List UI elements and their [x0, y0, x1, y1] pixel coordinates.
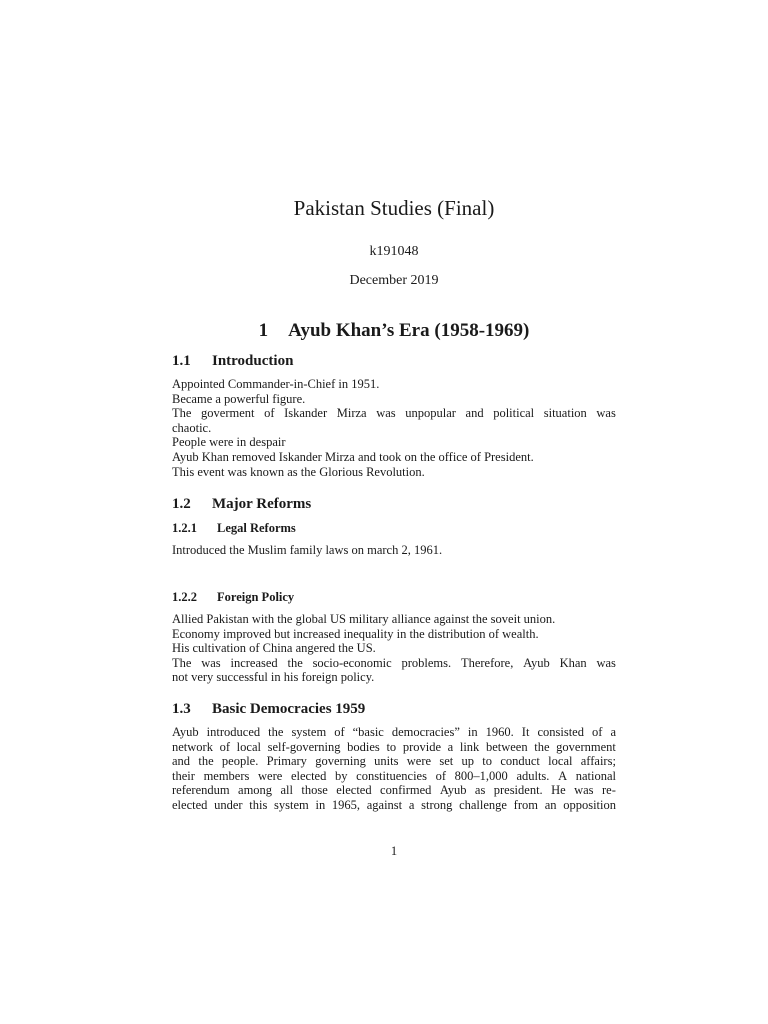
- subsection-number: 1.3: [172, 701, 191, 717]
- subsection-title: Introduction: [212, 353, 294, 369]
- subsection-heading-major-reforms: [172, 494, 311, 514]
- basic-democracies-paragraph: [172, 725, 616, 813]
- subsection-number: 1.2: [172, 496, 191, 512]
- document-title: Pakistan Studies (Final): [293, 196, 495, 220]
- section-heading: [172, 319, 616, 343]
- subsection-number: 1.1: [172, 353, 191, 369]
- text-line: not very successful in his foreign policy.: [172, 670, 375, 685]
- text-line: Introduced the Muslim family laws on march 2, 1961.: [172, 543, 443, 557]
- text-line: and the people. Primary governing units were set up to conduct local affairs;: [172, 754, 616, 769]
- document-author: k191048: [369, 244, 419, 259]
- text-line: This event was known as the Glorious Revolution.: [172, 464, 425, 479]
- text-line: their members were elected by constituencies of 800–1,000 adults. A national: [172, 768, 616, 783]
- text-line: His cultivation of China angered the US.: [172, 641, 376, 656]
- subsubsection-heading-legal-reforms: [172, 520, 296, 536]
- section-number: 1: [258, 320, 269, 341]
- text-line: network of local self-governing bodies to provide a link between the government: [172, 739, 616, 754]
- text-line: elected under this system in 1965, against a strong challenge from an opposition: [172, 797, 616, 812]
- subsubsection-number: 1.2.2: [172, 590, 197, 604]
- subsection-heading-basic-democracies: [172, 699, 365, 719]
- foreign-policy-paragraph: [172, 612, 616, 685]
- document-date: December 2019: [349, 273, 439, 288]
- page-number: 1: [390, 844, 398, 858]
- text-line: People were in despair: [172, 435, 286, 450]
- subsection-heading-introduction: [172, 351, 293, 371]
- text-line: Ayub introduced the system of “basic democracies” in 1960. It consisted of a: [172, 725, 616, 739]
- text-line: Ayub Khan removed Iskander Mirza and took on the office of President.: [172, 449, 534, 464]
- subsection-title: Major Reforms: [212, 496, 312, 512]
- text-line: Allied Pakistan with the global US military alliance against the soveit union.: [172, 612, 556, 626]
- text-line: referendum among all those elected confirmed Ayub as president. He was re-: [172, 783, 616, 798]
- text-line: Appointed Commander-in-Chief in 1951.: [172, 377, 380, 391]
- text-line: Economy improved but increased inequality in the distribution of wealth.: [172, 626, 539, 641]
- subsection-title: Basic Democracies 1959: [212, 701, 366, 717]
- legal-reforms-paragraph: [172, 543, 616, 558]
- text-line: The goverment of Iskander Mirza was unpopular and political situation was: [172, 406, 616, 421]
- document-page: [172, 0, 616, 1024]
- subsubsection-title: Legal Reforms: [217, 521, 296, 535]
- subsubsection-title: Foreign Policy: [217, 590, 295, 604]
- text-line: chaotic.: [172, 420, 212, 435]
- subsubsection-heading-foreign-policy: [172, 589, 294, 605]
- section-title: Ayub Khan’s Era (1958-1969): [288, 320, 530, 341]
- text-line: The was increased the socio-economic problems. Therefore, Ayub Khan was: [172, 655, 616, 670]
- introduction-paragraph: [172, 377, 616, 479]
- subsubsection-number: 1.2.1: [172, 521, 197, 535]
- text-line: Became a powerful figure.: [172, 391, 306, 406]
